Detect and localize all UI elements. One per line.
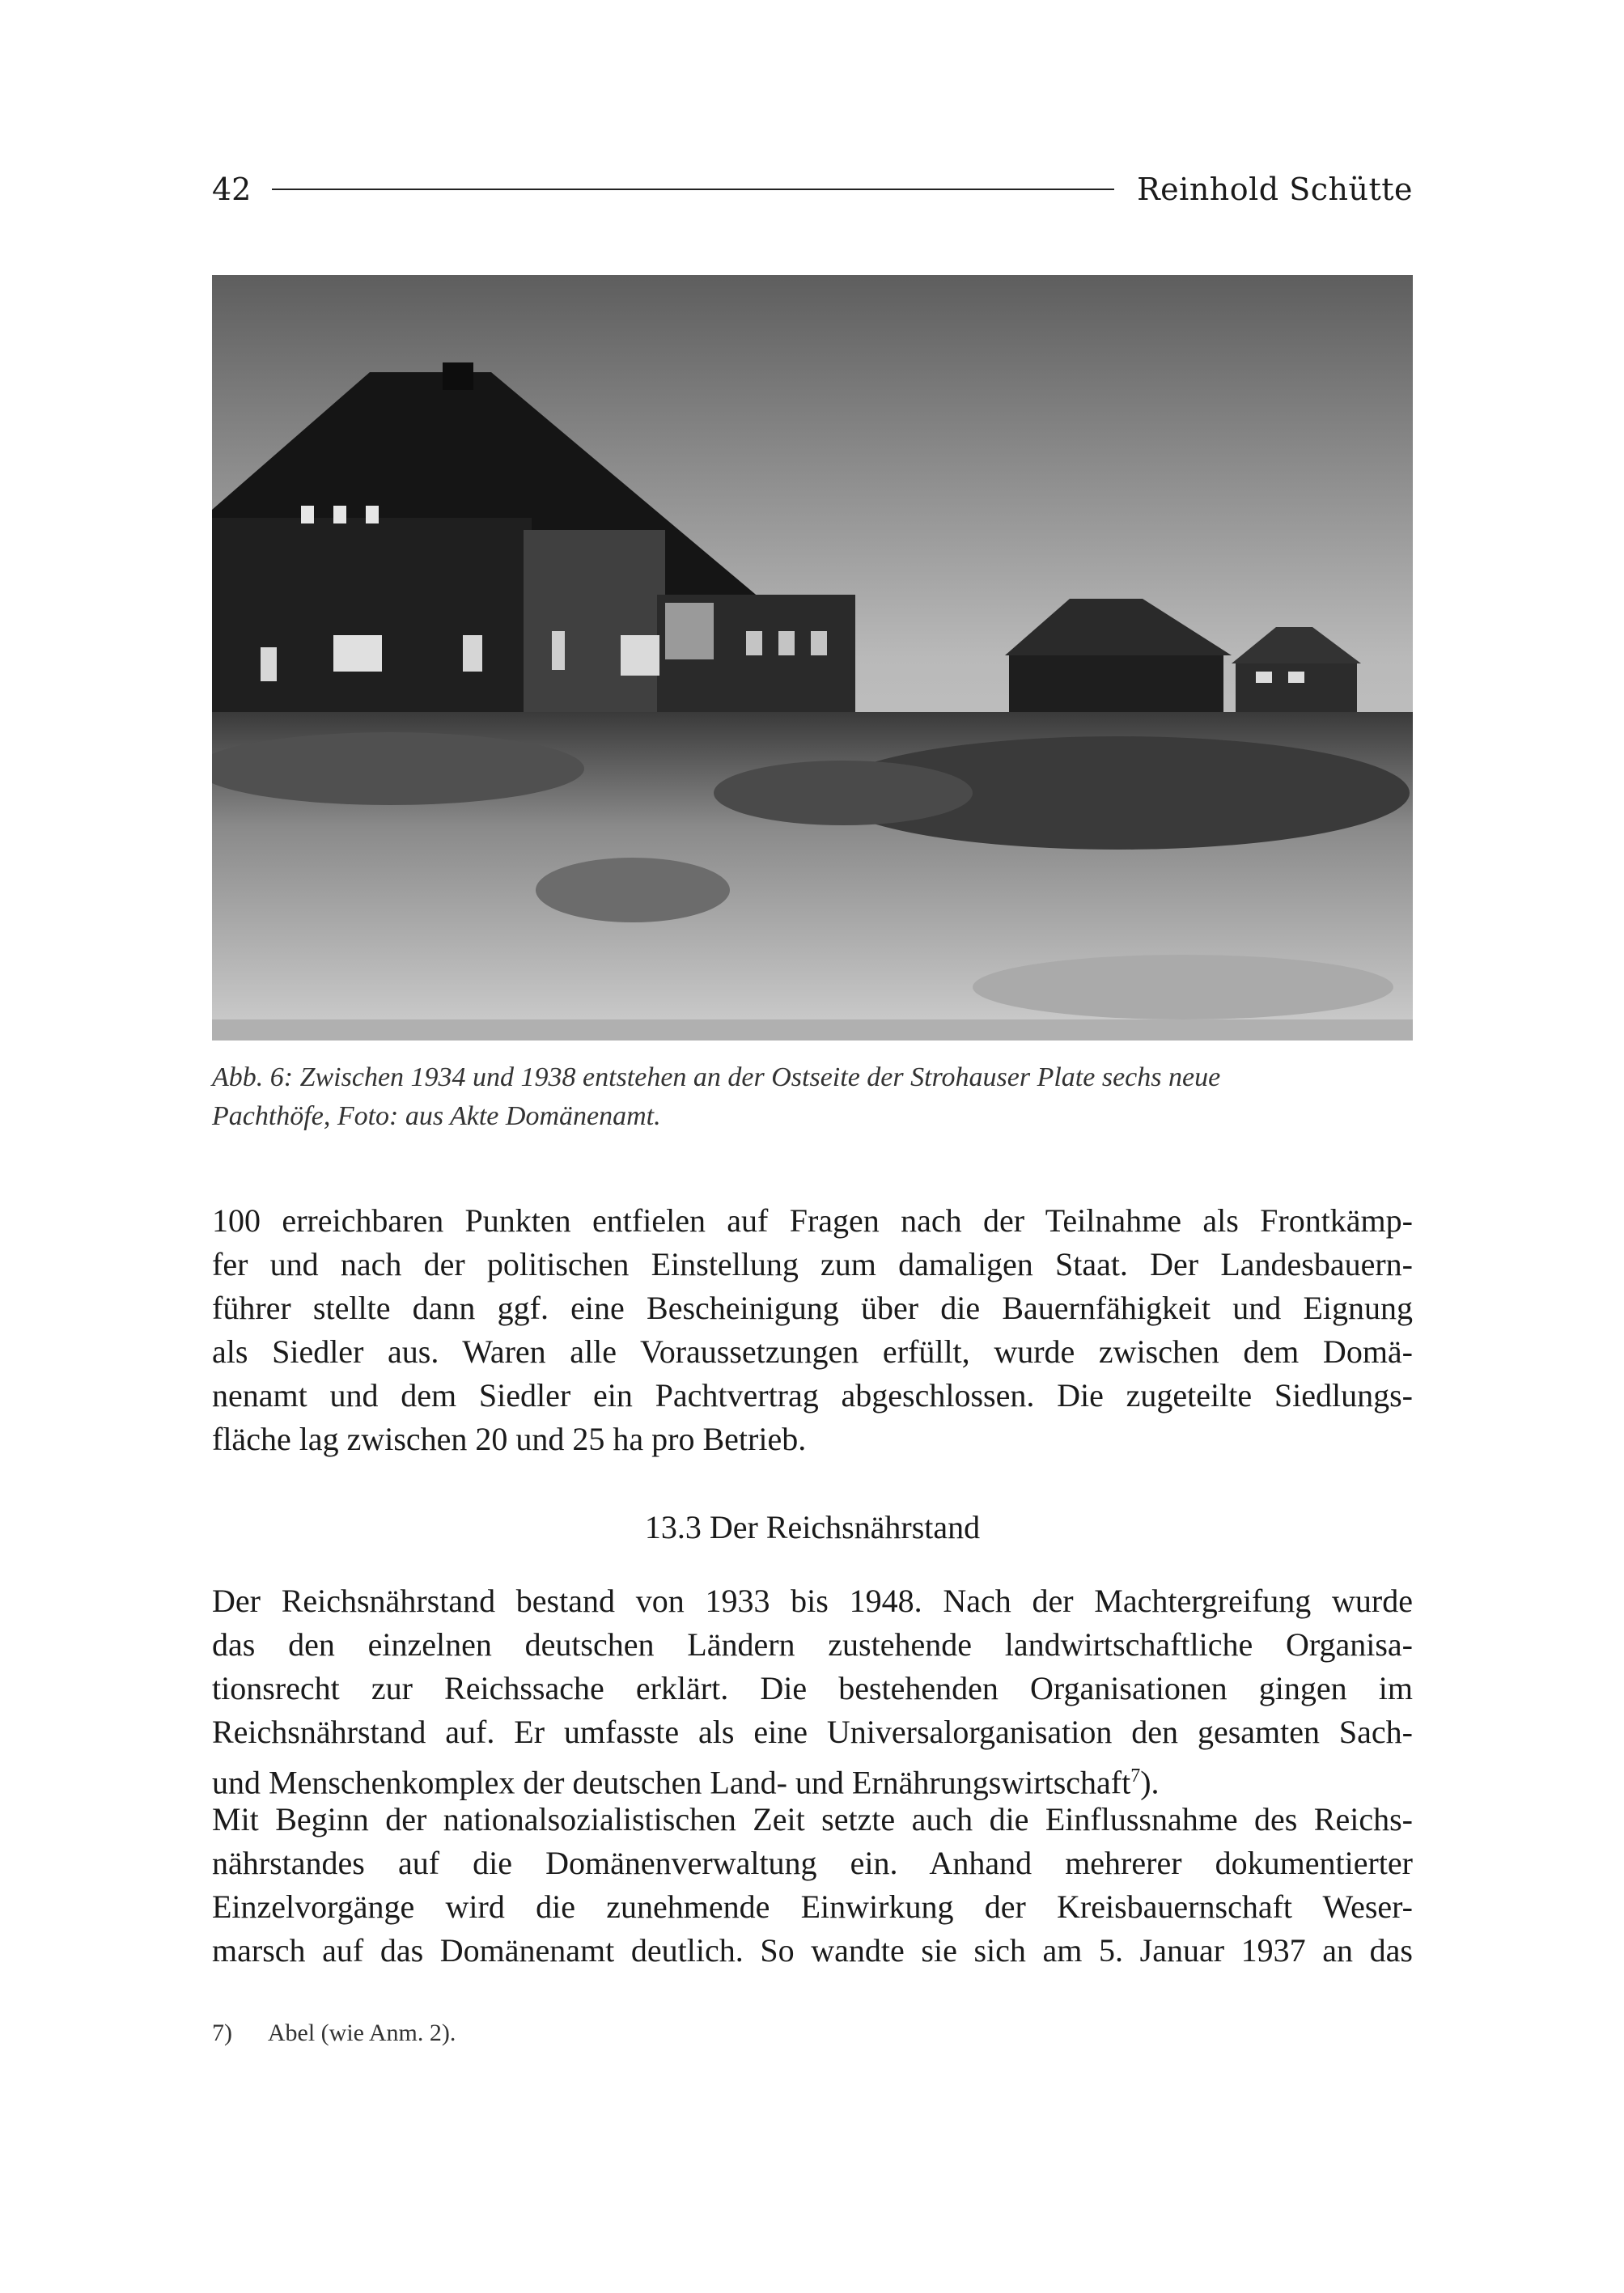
running-header xyxy=(212,167,1413,212)
text-line: Reichsnährstand auf. Er umfasste als eine Universalorganisation den gesamten Sach- xyxy=(212,1714,1413,1750)
text-fragment: und Menschenkomplex der deutschen Land- und Ernährungswirtschaft xyxy=(212,1764,1131,1801)
section-heading: 13.3 Der Reichsnährstand xyxy=(644,1509,981,1545)
figure-caption xyxy=(212,1058,1413,1136)
footnote-text: Abel (wie Anm. 2). xyxy=(267,2020,456,2046)
text-line: nenamt und dem Siedler ein Pachtvertrag abgeschlossen. Die zugeteilte Siedlungs- xyxy=(212,1377,1413,1414)
text-line: fer und nach der politischen Einstellung zum damaligen Staat. Der Landesbauern- xyxy=(212,1246,1413,1282)
caption-line: Pachthöfe, Foto: aus Akte Domänenamt. xyxy=(212,1101,661,1131)
running-author: Reinhold Schütte xyxy=(1137,172,1413,207)
text-line: tionsrecht zur Reichssache erklärt. Die bestehenden Organisationen gingen im xyxy=(212,1670,1413,1706)
text-line: als Siedler aus. Waren alle Voraussetzungen erfüllt, wurde zwischen dem Domä- xyxy=(212,1333,1413,1370)
figure-photo xyxy=(212,275,1413,1041)
text-line: das den einzelnen deutschen Ländern zustehende landwirtschaftliche Organisa- xyxy=(212,1626,1413,1663)
body-paragraph-2 xyxy=(212,1579,1413,1804)
text-line: Einzelvorgänge wird die zunehmende Einwirkung der Kreisbauernschaft Weser- xyxy=(212,1888,1413,1925)
caption-line: Abb. 6: Zwischen 1934 und 1938 entstehen an der Ostseite der Strohauser Plate sechs neue xyxy=(212,1062,1221,1092)
body-paragraph-1 xyxy=(212,1199,1413,1461)
text-line: nährstandes auf die Domänenverwaltung ein. Anhand mehrerer dokumentierter xyxy=(212,1845,1413,1881)
text-line xyxy=(212,1754,1413,1804)
text-line: Mit Beginn der nationalsozialistischen Zeit setzte auch die Einflussnahme des Reichs- xyxy=(212,1801,1413,1837)
text-line: fläche lag zwischen 20 und 25 ha pro Betrieb. xyxy=(212,1421,807,1457)
text-line: führer stellte dann ggf. eine Bescheinigung über die Bauernfähigkeit und Eignung xyxy=(212,1290,1413,1326)
text-line: Der Reichsnährstand bestand von 1933 bis 1948. Nach der Machtergreifung wurde xyxy=(212,1583,1413,1619)
page-number: 42 xyxy=(212,172,252,207)
footnote-reference: 7 xyxy=(1130,1765,1141,1787)
footnote-number: 7) xyxy=(212,2020,232,2046)
text-line: 100 erreichbaren Punkten entfielen auf Fragen nach der Teilnahme als Frontkämp- xyxy=(212,1202,1413,1239)
farmhouse-photo xyxy=(212,275,1413,1041)
header-rule xyxy=(272,189,1114,190)
footnote xyxy=(212,2020,456,2047)
text-line: marsch auf das Domänenamt deutlich. So wandte sie sich am 5. Januar 1937 an das xyxy=(212,1932,1413,1969)
body-paragraph-3 xyxy=(212,1798,1413,1973)
text-fragment: ). xyxy=(1140,1764,1160,1801)
